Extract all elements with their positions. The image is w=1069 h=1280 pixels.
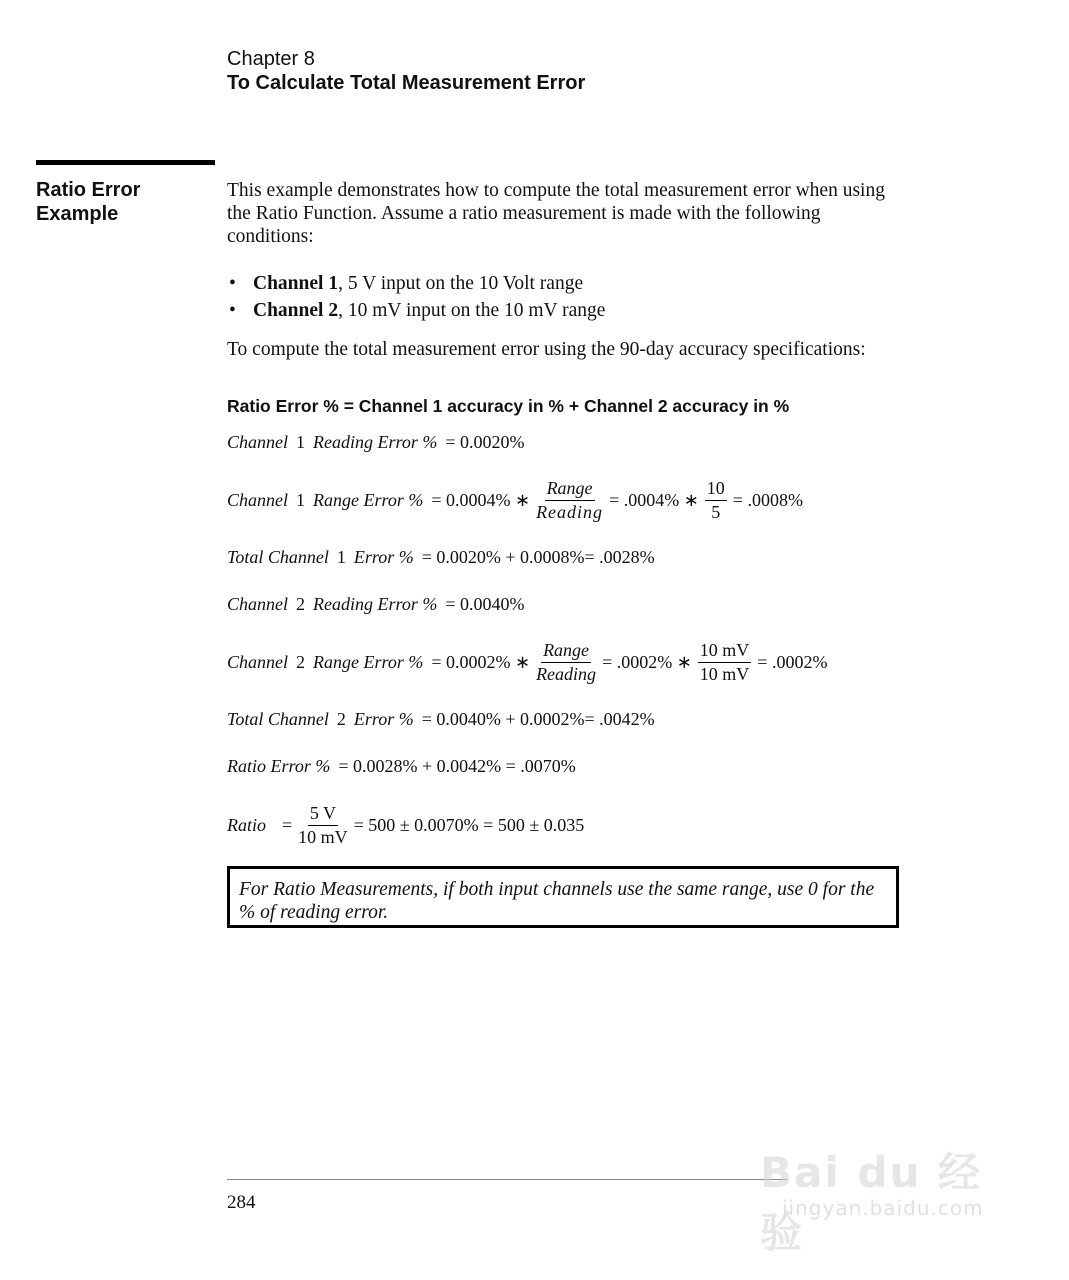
fraction-denominator: Reading [536, 664, 597, 684]
watermark-url: jingyan.baidu.com [782, 1196, 984, 1220]
eq-rhs: = 0.0020% + 0.0008%= .0028% [421, 547, 655, 567]
section-heading [36, 178, 140, 226]
fraction-numerator: 5 V [308, 803, 338, 826]
equation-total-ch1-error [227, 547, 655, 568]
bullet-icon: • [229, 300, 236, 321]
fraction [536, 478, 603, 523]
page-number: 284 [227, 1192, 256, 1213]
watermark [760, 1118, 1010, 1257]
eq-rhs: = .0004% ∗ [609, 490, 699, 510]
bullet-label: Channel 1 [253, 273, 339, 294]
equation-ch2-reading-error [227, 594, 524, 615]
fraction [698, 640, 752, 685]
chapter-title: To Calculate Total Measurement Error [227, 72, 586, 94]
eq-lhs-num: 2 [296, 652, 305, 672]
eq-rhs: = 500 ± 0.0070% = 500 ± 0.035 [353, 815, 585, 835]
list-item [227, 297, 605, 324]
eq-rhs: = .0002% [757, 652, 828, 672]
section-heading-line1: Ratio Error [36, 179, 141, 201]
bullet-icon: • [229, 273, 236, 294]
eq-lhs: Ratio Error % [227, 756, 331, 776]
intro-paragraph: This example demonstrates how to compute the total measurement error when using the Ratio Function. Assume a ratio measurement is made with the following conditions: [227, 180, 885, 247]
eq-lhs: Ratio [227, 815, 266, 835]
formula-heading: Ratio Error % = Channel 1 accuracy in % + Channel 2 accuracy in % [227, 396, 790, 416]
eq-lhs: Error % [353, 709, 414, 729]
fraction-numerator: 10 [705, 478, 727, 501]
eq-rhs: = 0.0040% + 0.0002%= .0042% [421, 709, 655, 729]
eq-rhs: = 0.0002% ∗ [431, 652, 531, 672]
note-box [227, 866, 899, 928]
fraction-denominator: 10 mV [699, 664, 750, 684]
equation-ratio-error [227, 756, 576, 777]
eq-lhs: Total Channel [227, 547, 329, 567]
compute-paragraph: To compute the total measurement error using the 90-day accuracy specifications: [227, 339, 866, 360]
eq-rhs: = 0.0020% [445, 432, 525, 452]
eq-equals: = [282, 815, 293, 835]
eq-lhs: Total Channel [227, 709, 329, 729]
eq-lhs: Channel [227, 490, 288, 510]
eq-lhs-num: 2 [336, 709, 346, 729]
note-text: For Ratio Measurements, if both input channels use the same range, use 0 for the % of reading error. [239, 879, 875, 923]
bullet-text: , 10 mV input on the 10 mV range [338, 300, 606, 321]
eq-rhs: = .0008% [732, 490, 803, 510]
eq-lhs: Reading Error % [313, 594, 438, 614]
eq-rhs: = 0.0040% [445, 594, 525, 614]
fraction-numerator: 10 mV [698, 640, 752, 663]
eq-rhs: = 0.0004% ∗ [431, 490, 531, 510]
eq-lhs: Reading Error % [313, 432, 438, 452]
watermark-logo: Bai du 经验 [760, 1148, 982, 1257]
footer-rule [227, 1179, 787, 1180]
eq-lhs-num: 1 [296, 432, 305, 452]
eq-rhs: = 0.0028% + 0.0042% = .0070% [338, 756, 576, 776]
section-rule [36, 160, 215, 165]
equation-ch1-range-error [227, 478, 803, 523]
fraction-denominator: 10 mV [298, 827, 348, 847]
eq-lhs: Channel [227, 432, 288, 452]
eq-lhs-num: 1 [336, 547, 346, 567]
eq-rhs: = .0002% ∗ [602, 652, 692, 672]
fraction [705, 478, 727, 523]
list-item [227, 270, 605, 297]
equation-ratio [227, 803, 584, 848]
fraction-denominator: Reading [536, 502, 604, 522]
fraction [298, 803, 348, 848]
equation-ch2-range-error [227, 640, 827, 685]
chapter-number: Chapter 8 [227, 48, 315, 70]
fraction-denominator: 5 [711, 502, 721, 522]
fraction-numerator: Range [541, 640, 591, 663]
eq-lhs: Error % [353, 547, 414, 567]
bullet-text: , 5 V input on the 10 Volt range [338, 273, 584, 294]
eq-lhs: Range Error % [313, 490, 424, 510]
eq-lhs-num: 2 [296, 594, 305, 614]
eq-lhs-num: 1 [296, 490, 305, 510]
eq-lhs: Range Error % [313, 652, 424, 672]
fraction [536, 640, 596, 685]
eq-lhs: Channel [227, 652, 288, 672]
equation-ch1-reading-error [227, 432, 524, 453]
section-heading-line2: Example [36, 203, 119, 225]
equation-total-ch2-error [227, 709, 655, 730]
fraction-numerator: Range [545, 478, 595, 501]
conditions-list [227, 270, 605, 324]
bullet-label: Channel 2 [253, 300, 339, 321]
eq-lhs: Channel [227, 594, 288, 614]
